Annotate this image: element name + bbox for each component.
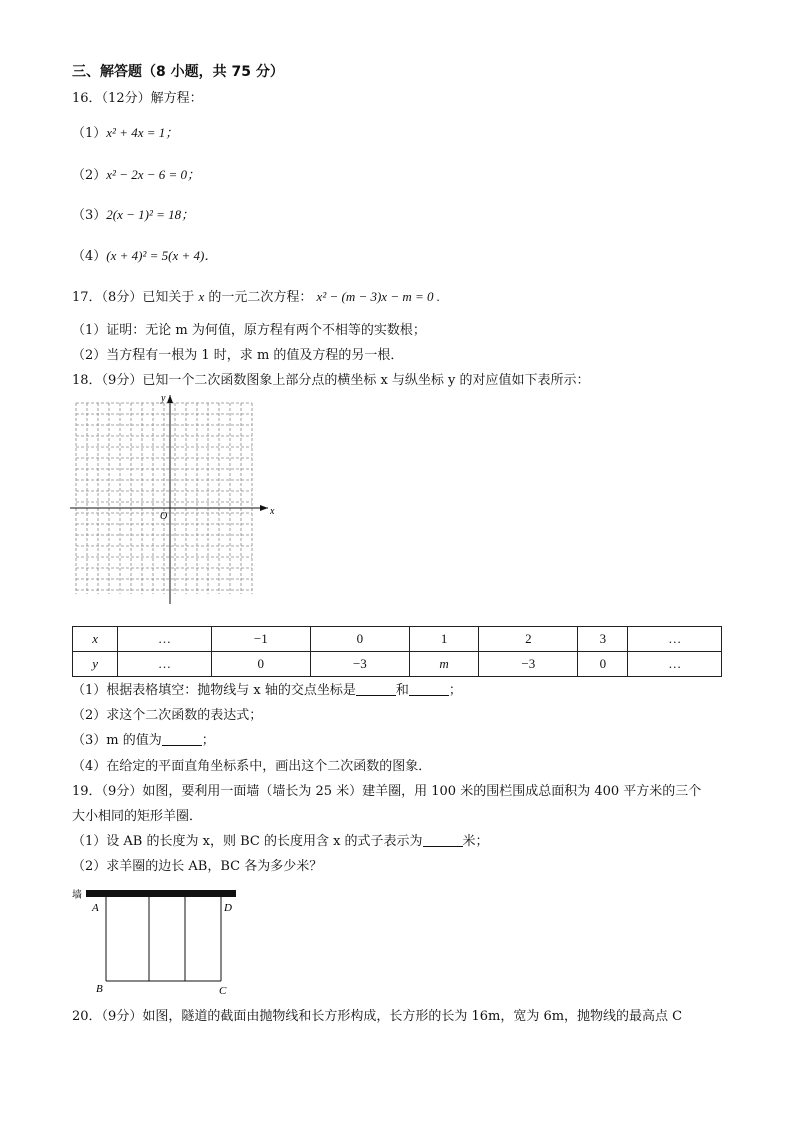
q16-part2 bbox=[72, 166, 200, 185]
answer-blank[interactable] bbox=[356, 683, 396, 696]
q18-part1 bbox=[72, 682, 462, 700]
sheep-pen-diagram bbox=[70, 886, 250, 998]
table-cell: … bbox=[628, 627, 722, 652]
table-cell: m bbox=[409, 652, 478, 677]
q17-stem-var: x bbox=[198, 289, 205, 304]
x-axis-arrow-icon bbox=[260, 505, 268, 511]
table-cell: y bbox=[73, 652, 118, 677]
q18-stem: 18．（9分）已知一个二次函数图象上部分点的横坐标 x 与纵坐标 y 的对应值如下表所示： bbox=[72, 373, 590, 388]
coordinate-grid bbox=[70, 393, 280, 605]
table-cell: … bbox=[118, 627, 211, 652]
q16-part4 bbox=[72, 247, 217, 266]
table-row-y bbox=[73, 652, 722, 677]
q16-part3-equation: 2(x − 1)² = 18； bbox=[106, 207, 195, 222]
section-title: 三、解答题（8 小题，共 75 分） bbox=[72, 64, 284, 80]
table-cell: 2 bbox=[479, 627, 578, 652]
q17-stem bbox=[72, 288, 440, 307]
q18-part2: （2）求这个二次函数的表达式； bbox=[72, 708, 263, 723]
q18-part3-b: ； bbox=[201, 733, 215, 748]
y-axis-arrow-icon bbox=[167, 395, 173, 403]
q19-stem-line2: 大小相同的矩形羊圈． bbox=[72, 809, 203, 824]
table-cell: 0 bbox=[211, 652, 310, 677]
table-cell: 3 bbox=[578, 627, 628, 652]
q19-part1-b: 米； bbox=[462, 834, 489, 849]
q20-stem: 20．（9分）如图，隧道的截面由抛物线和长方形构成，长方形的长为 16m，宽为 6m，抛物线的最高点 C bbox=[72, 1009, 683, 1024]
table-cell: −3 bbox=[479, 652, 578, 677]
table-cell: 0 bbox=[310, 627, 409, 652]
wall-label: 墙 bbox=[72, 890, 82, 901]
q16-part1-label: （1） bbox=[72, 126, 107, 141]
q16-part3-label: （3） bbox=[72, 208, 107, 223]
point-b-label: B bbox=[96, 983, 103, 995]
q17-part1: （1）证明：无论 m 为何值，原方程有两个不相等的实数根； bbox=[72, 323, 426, 338]
table-cell: 0 bbox=[578, 652, 628, 677]
q17-part2: （2）当方程有一根为 1 时，求 m 的值及方程的另一根． bbox=[72, 348, 404, 363]
origin-label: O bbox=[160, 511, 168, 522]
point-d-label: D bbox=[224, 902, 232, 914]
answer-blank[interactable] bbox=[423, 834, 463, 847]
q19-stem-line1: 19．（9分）如图，要利用一面墙（墙长为 25 米）建羊圈，用 100 米的围栏围成总面积为 400 平方米的三个 bbox=[72, 784, 702, 799]
q18-part1-c: ； bbox=[448, 683, 462, 698]
q18-part4: （4）在给定的平面直角坐标系中，画出这个二次函数的图象． bbox=[72, 759, 432, 774]
point-a-label: A bbox=[92, 902, 99, 914]
q16-part3 bbox=[72, 206, 194, 225]
axis-y-label: y bbox=[161, 393, 166, 404]
axis-x-label: x bbox=[270, 506, 275, 517]
point-c-label: C bbox=[219, 985, 227, 997]
q18-part3-a: （3）m 的值为 bbox=[72, 733, 162, 748]
table-cell: −1 bbox=[211, 627, 310, 652]
q16-part4-equation: (x + 4)² = 5(x + 4)． bbox=[106, 248, 218, 263]
q16-part4-label: （4） bbox=[72, 249, 107, 264]
table-cell: … bbox=[118, 652, 211, 677]
answer-blank[interactable] bbox=[409, 683, 449, 696]
q17-stem-a: 17．（8分）已知关于 bbox=[72, 290, 195, 305]
table-cell: −3 bbox=[310, 652, 409, 677]
q19-part1-a: （1）设 AB 的长度为 x，则 BC 的长度用含 x 的式子表示为 bbox=[72, 834, 423, 849]
q16-part1 bbox=[72, 124, 178, 143]
q19-part2: （2）求羊圈的边长 AB，BC 各为多少米？ bbox=[72, 859, 323, 874]
answer-blank[interactable] bbox=[162, 733, 202, 746]
table-cell: … bbox=[628, 652, 722, 677]
q16-stem: 16．（12分）解方程： bbox=[72, 91, 203, 106]
q16-part1-equation: x² + 4x = 1； bbox=[106, 125, 179, 140]
table-cell: x bbox=[73, 627, 118, 652]
table-row-x bbox=[73, 627, 722, 652]
q18-part1-a: （1）根据表格填空：抛物线与 x 轴的交点坐标是 bbox=[72, 683, 356, 698]
wall bbox=[86, 890, 236, 897]
q16-part2-equation: x² − 2x − 6 = 0； bbox=[106, 167, 201, 182]
q18-part1-b: 和 bbox=[395, 683, 409, 698]
q18-part3 bbox=[72, 732, 215, 750]
table-cell: 1 bbox=[409, 627, 478, 652]
xy-table bbox=[72, 626, 722, 677]
q17-stem-b: 的一元二次方程： bbox=[208, 290, 313, 305]
q17-equation: x² − (m − 3)x − m = 0 . bbox=[316, 289, 441, 304]
q19-part1 bbox=[72, 833, 489, 851]
q16-part2-label: （2） bbox=[72, 168, 107, 183]
